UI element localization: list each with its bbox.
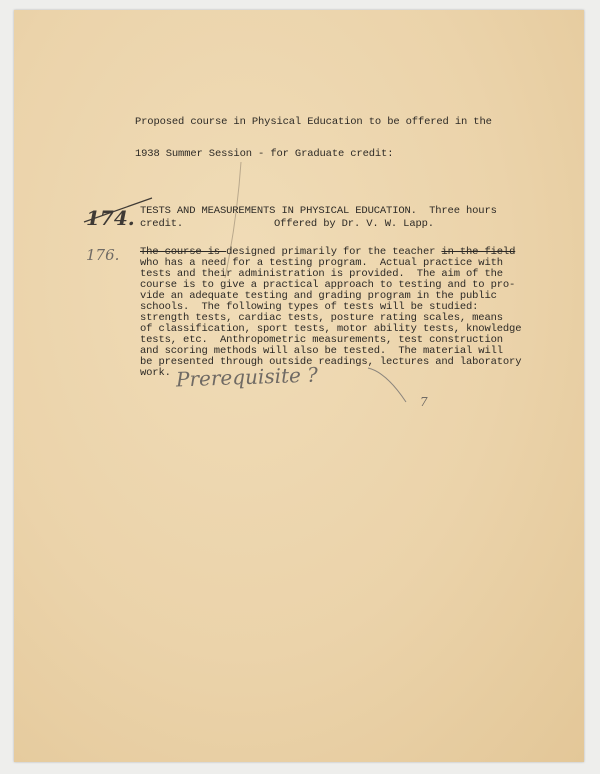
description-line-3: tests and their administration is provided. The aim of the [140,268,503,280]
header-line-1: Proposed course in Physical Education to be offered in the [135,116,492,128]
handwritten-note: Prerequisite ? [175,362,319,392]
description-line-11: be presented through outside readings, lectures and laboratory [140,356,522,368]
description-line-4: course is to give a practical approach to testing and to pro- [140,279,516,291]
description-line-8: of classification, sport tests, motor ability tests, knowledge [140,323,522,335]
course-credit: credit. [140,218,184,230]
margin-note: 176. [86,246,120,264]
document-page [14,10,584,762]
description-line-7: strength tests, cardiac tests, posture rating scales, means [140,312,503,324]
description-line-1-text: designed primarily for the teacher [226,246,442,258]
struck-text-in-the-field: in the field [441,246,516,258]
header-line-2: 1938 Summer Session - for Graduate credit: [135,148,394,160]
course-offered-by: Offered by Dr. V. W. Lapp. [274,218,434,230]
course-title-line: TESTS AND MEASUREMENTS IN PHYSICAL EDUCATION. Three hours [140,205,497,217]
description-line-5: vide an adequate testing and grading program in the public [140,290,497,302]
description-line-6: schools. The following types of tests will be studied: [140,301,479,313]
description-line-2: who has a need for a testing program. Actual practice with [140,257,503,269]
handwritten-mark: 7 [420,395,428,409]
description-line-10: and scoring methods will also be tested. The material will [140,345,503,357]
struck-text-course-is: The course is [140,246,227,258]
description-line-12: work. [140,367,171,379]
description-line-9: tests, etc. Anthropometric measurements, test construction [140,334,503,346]
course-number: 174. [86,206,135,230]
